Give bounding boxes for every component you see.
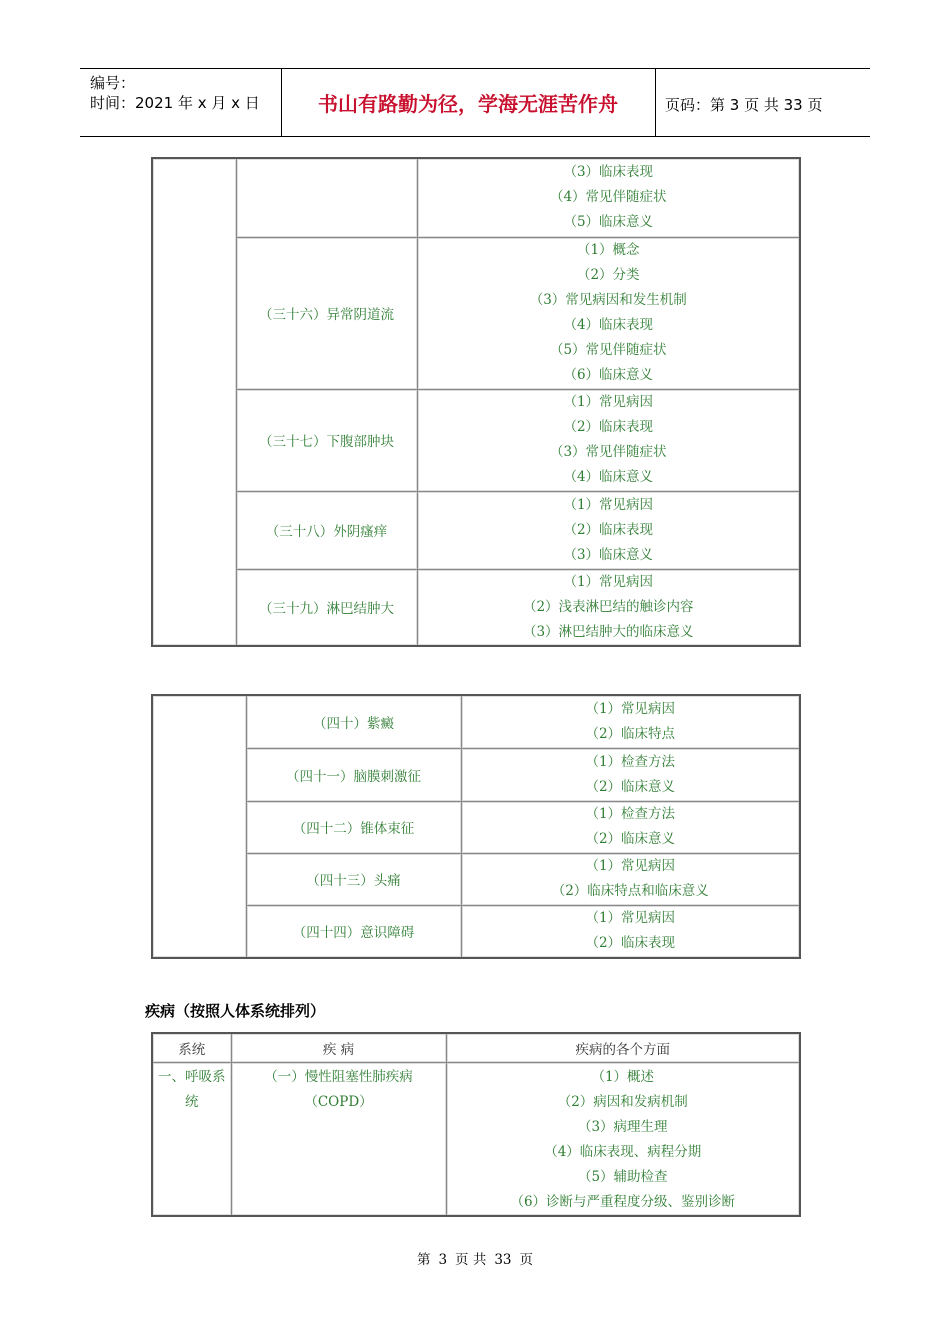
topic-cell: （三十九）淋巴结肿大 — [236, 569, 417, 646]
topic-cell: （四十四）意识障碍 — [246, 905, 461, 958]
topic-cell: （四十）紫癜 — [246, 695, 461, 748]
symptom-table-1 — [151, 157, 801, 647]
category-cell-empty — [152, 158, 236, 646]
list-item: （1）常见病因 — [585, 910, 676, 927]
list-item: （1）检查方法 — [585, 753, 676, 770]
number-label: 编号： — [90, 74, 136, 92]
list-item: （6）临床意义 — [563, 367, 654, 383]
list-item: （1）检查方法 — [585, 806, 676, 822]
list-item: （3）临床意义 — [563, 546, 654, 563]
section-title: 疾病（按照人体系统排列） — [145, 1002, 326, 1020]
items-cell — [417, 237, 800, 389]
list-item: （2）临床表现 — [563, 521, 654, 538]
topic-cell: （三十七）下腹部肿块 — [236, 389, 417, 491]
disease-cell — [231, 1062, 446, 1216]
list-item: （2）临床意义 — [585, 831, 676, 847]
list-item: （3）常见伴随症状 — [549, 444, 667, 460]
list-item: （2）分类 — [576, 267, 640, 283]
topic-cell: （四十三）头痛 — [246, 853, 461, 905]
topic-cell: （四十一）脑膜刺激征 — [246, 748, 461, 801]
list-item: （3）病理生理 — [577, 1118, 668, 1135]
list-item: （1）常见病因 — [563, 394, 654, 410]
list-item: （2）临床表现 — [563, 419, 654, 435]
list-item: （4）临床表现、病程分期 — [544, 1143, 702, 1160]
footer-mid: 页 共 — [455, 1252, 487, 1268]
list-item: （1）常见病因 — [585, 700, 676, 717]
items-cell — [417, 569, 800, 646]
items-cell — [461, 853, 800, 905]
items-cell — [417, 158, 800, 237]
topic-cell — [236, 158, 417, 237]
list-item: （2）临床意义 — [585, 778, 676, 795]
list-item: （2）临床表现 — [585, 935, 676, 952]
category-cell-empty — [152, 695, 246, 958]
symptom-table-2 — [151, 694, 801, 959]
list-item: （4）常见伴随症状 — [549, 189, 667, 206]
list-item: （5）常见伴随症状 — [549, 342, 667, 358]
list-item: （1）常见病因 — [563, 573, 654, 590]
header-top-rule — [80, 68, 870, 69]
topic-cell: （四十二）锥体束征 — [246, 801, 461, 853]
disease-line: （COPD） — [304, 1093, 373, 1110]
list-item: （1）概念 — [576, 242, 640, 258]
items-cell — [417, 389, 800, 491]
list-item: （4）临床表现 — [563, 317, 654, 333]
list-item: （2）临床特点 — [585, 725, 676, 742]
list-item: （3）临床表现 — [563, 164, 654, 181]
items-cell — [417, 491, 800, 569]
list-item: （1）概述 — [591, 1068, 655, 1085]
page-footer — [0, 1248, 950, 1268]
list-item: （2）临床特点和临床意义 — [551, 883, 709, 899]
items-cell — [461, 905, 800, 958]
aspects-cell — [446, 1062, 800, 1216]
list-item: （5）辅助检查 — [577, 1168, 668, 1185]
system-line: 统 — [185, 1093, 199, 1110]
system-line: 一、呼吸系 — [158, 1068, 226, 1085]
list-item: （2）病因和发病机制 — [557, 1093, 688, 1110]
topic-cell: （三十六）异常阴道流 — [236, 237, 417, 389]
list-item: （3）淋巴结肿大的临床意义 — [522, 623, 694, 640]
header-divider-right — [655, 68, 656, 136]
list-item: （1）常见病因 — [585, 858, 676, 874]
list-item: （2）浅表淋巴结的触诊内容 — [522, 598, 694, 615]
column-header-aspects: 疾病的各个方面 — [446, 1033, 800, 1062]
disease-table — [151, 1032, 801, 1217]
list-item: （5）临床意义 — [563, 214, 654, 231]
footer-page-number: 3 — [438, 1252, 448, 1268]
column-header-system: 系统 — [152, 1033, 231, 1062]
system-cell — [152, 1062, 231, 1216]
header-bottom-rule — [80, 136, 870, 137]
footer-total-pages: 33 — [494, 1252, 512, 1268]
time-label: 时间：2021 年 x 月 x 日 — [90, 94, 260, 112]
list-item: （4）临床意义 — [563, 469, 654, 485]
topic-cell: （三十八）外阴瘙痒 — [236, 491, 417, 569]
footer-suffix: 页 — [519, 1252, 534, 1268]
items-cell — [461, 748, 800, 801]
items-cell — [461, 695, 800, 748]
motto-title: 书山有路勤为径，学海无涯苦作舟 — [318, 92, 618, 116]
footer-prefix: 第 — [416, 1252, 431, 1268]
list-item: （6）诊断与严重程度分级、鉴别诊断 — [510, 1193, 736, 1210]
list-item: （3）常见病因和发生机制 — [529, 292, 687, 308]
column-header-disease: 疾 病 — [231, 1033, 446, 1062]
items-cell — [461, 801, 800, 853]
disease-line: （一）慢性阻塞性肺疾病 — [264, 1068, 413, 1085]
list-item: （1）常见病因 — [563, 496, 654, 513]
page-label: 页码：第 3 页 共 33 页 — [665, 96, 823, 114]
